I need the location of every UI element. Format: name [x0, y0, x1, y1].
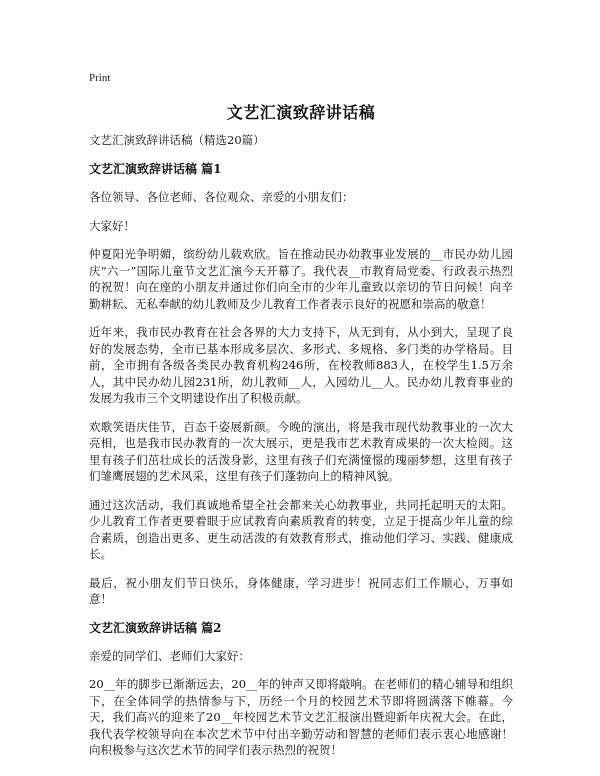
- paragraph: 最后，祝小朋友们节日快乐，身体健康，学习进步！祝同志们工作顺心，万事如意！: [89, 575, 513, 606]
- print-link[interactable]: Print: [89, 72, 111, 84]
- document-body: [89, 132, 513, 771]
- paragraph: 近年来，我市民办教育在社会各界的大力支持下，从无到有，从小到大，呈现了良好的发展态势，全市已基本形成多层次、多形式、多规格、多门类的办学格局。目前，全市拥有各级各类民办教育机构246所，在校教师883人，在校学生1.5万余人，其中民办幼儿园231所，幼儿教师__人，入园幼儿__人。民办幼儿教育事业的发展为我市三个文明建设作出了积极贡献。: [89, 325, 513, 405]
- paragraph: 亲爱的同学们、老师们大家好：: [89, 648, 250, 663]
- paragraph: 欢歌笑语庆佳节，百态千姿展新颜。今晚的演出，将是我市现代幼教事业的一次大亮相，也是我市民办教育的一次大展示，更是我市艺术教育成果的一次大检阅。这里有孩子们茁壮成长的活泼身影，这里有孩子们充满憧憬的瑰丽梦想，这里有孩子们雏鹰展翅的艺术风采，这里有孩子们蓬勃向上的精神风貌。: [89, 419, 513, 483]
- paragraph: 各位领导、各位老师、各位观众、亲爱的小朋友们：: [89, 190, 354, 204]
- document-subtitle: 文艺汇演致辞讲话稿（精选20篇）: [89, 133, 265, 147]
- section-heading-1: 文艺汇演致辞讲话稿 篇1: [89, 162, 222, 176]
- paragraph: 大家好！: [89, 218, 135, 233]
- page-title: 文艺汇演致辞讲话稿: [226, 103, 376, 122]
- paragraph: 仲夏阳光争明媚，缤纷幼儿载欢欣。旨在推动民办幼教事业发展的__市民办幼儿园庆“六一”国际儿童节文艺汇演今天开幕了。我代表__市教育局党委、行政表示热烈的祝贺！向在座的小朋友并通过你们向全市的少年儿童致以亲切的节日问候！向辛勤耕耘、无私奉献的幼儿教师及少儿教育工作者表示良好的祝愿和崇高的敬意！: [89, 247, 513, 311]
- section-heading-2: 文艺汇演致辞讲话稿 篇2: [89, 620, 222, 635]
- paragraph: 通过这次活动，我们真诚地希望全社会都来关心幼教事业，共同托起明天的太阳。少儿教育工作者更要着眼于应试教育向素质教育的转变，立足于提高少年儿童的综合素质，创造出更多、更生动活泼的有效教育形式，推动他们学习、实践、健康成长。: [89, 497, 513, 561]
- paragraph: 20__年的脚步已渐渐远去，20__年的钟声又即将敲响。在老师们的精心辅导和组织下，在全体同学的热情参与下，历经一个月的校园艺术节即将圆满落下帷幕。今天，我们高兴的迎来了20__年校园艺术节文艺汇报演出暨迎新年庆祝大会。在此，我代表学校领导向在本次艺术节中付出辛勤劳动和智慧的老师们表示衷心地感谢！向积极参与这次艺术节的同学们表示热烈的祝贺！: [89, 677, 513, 757]
